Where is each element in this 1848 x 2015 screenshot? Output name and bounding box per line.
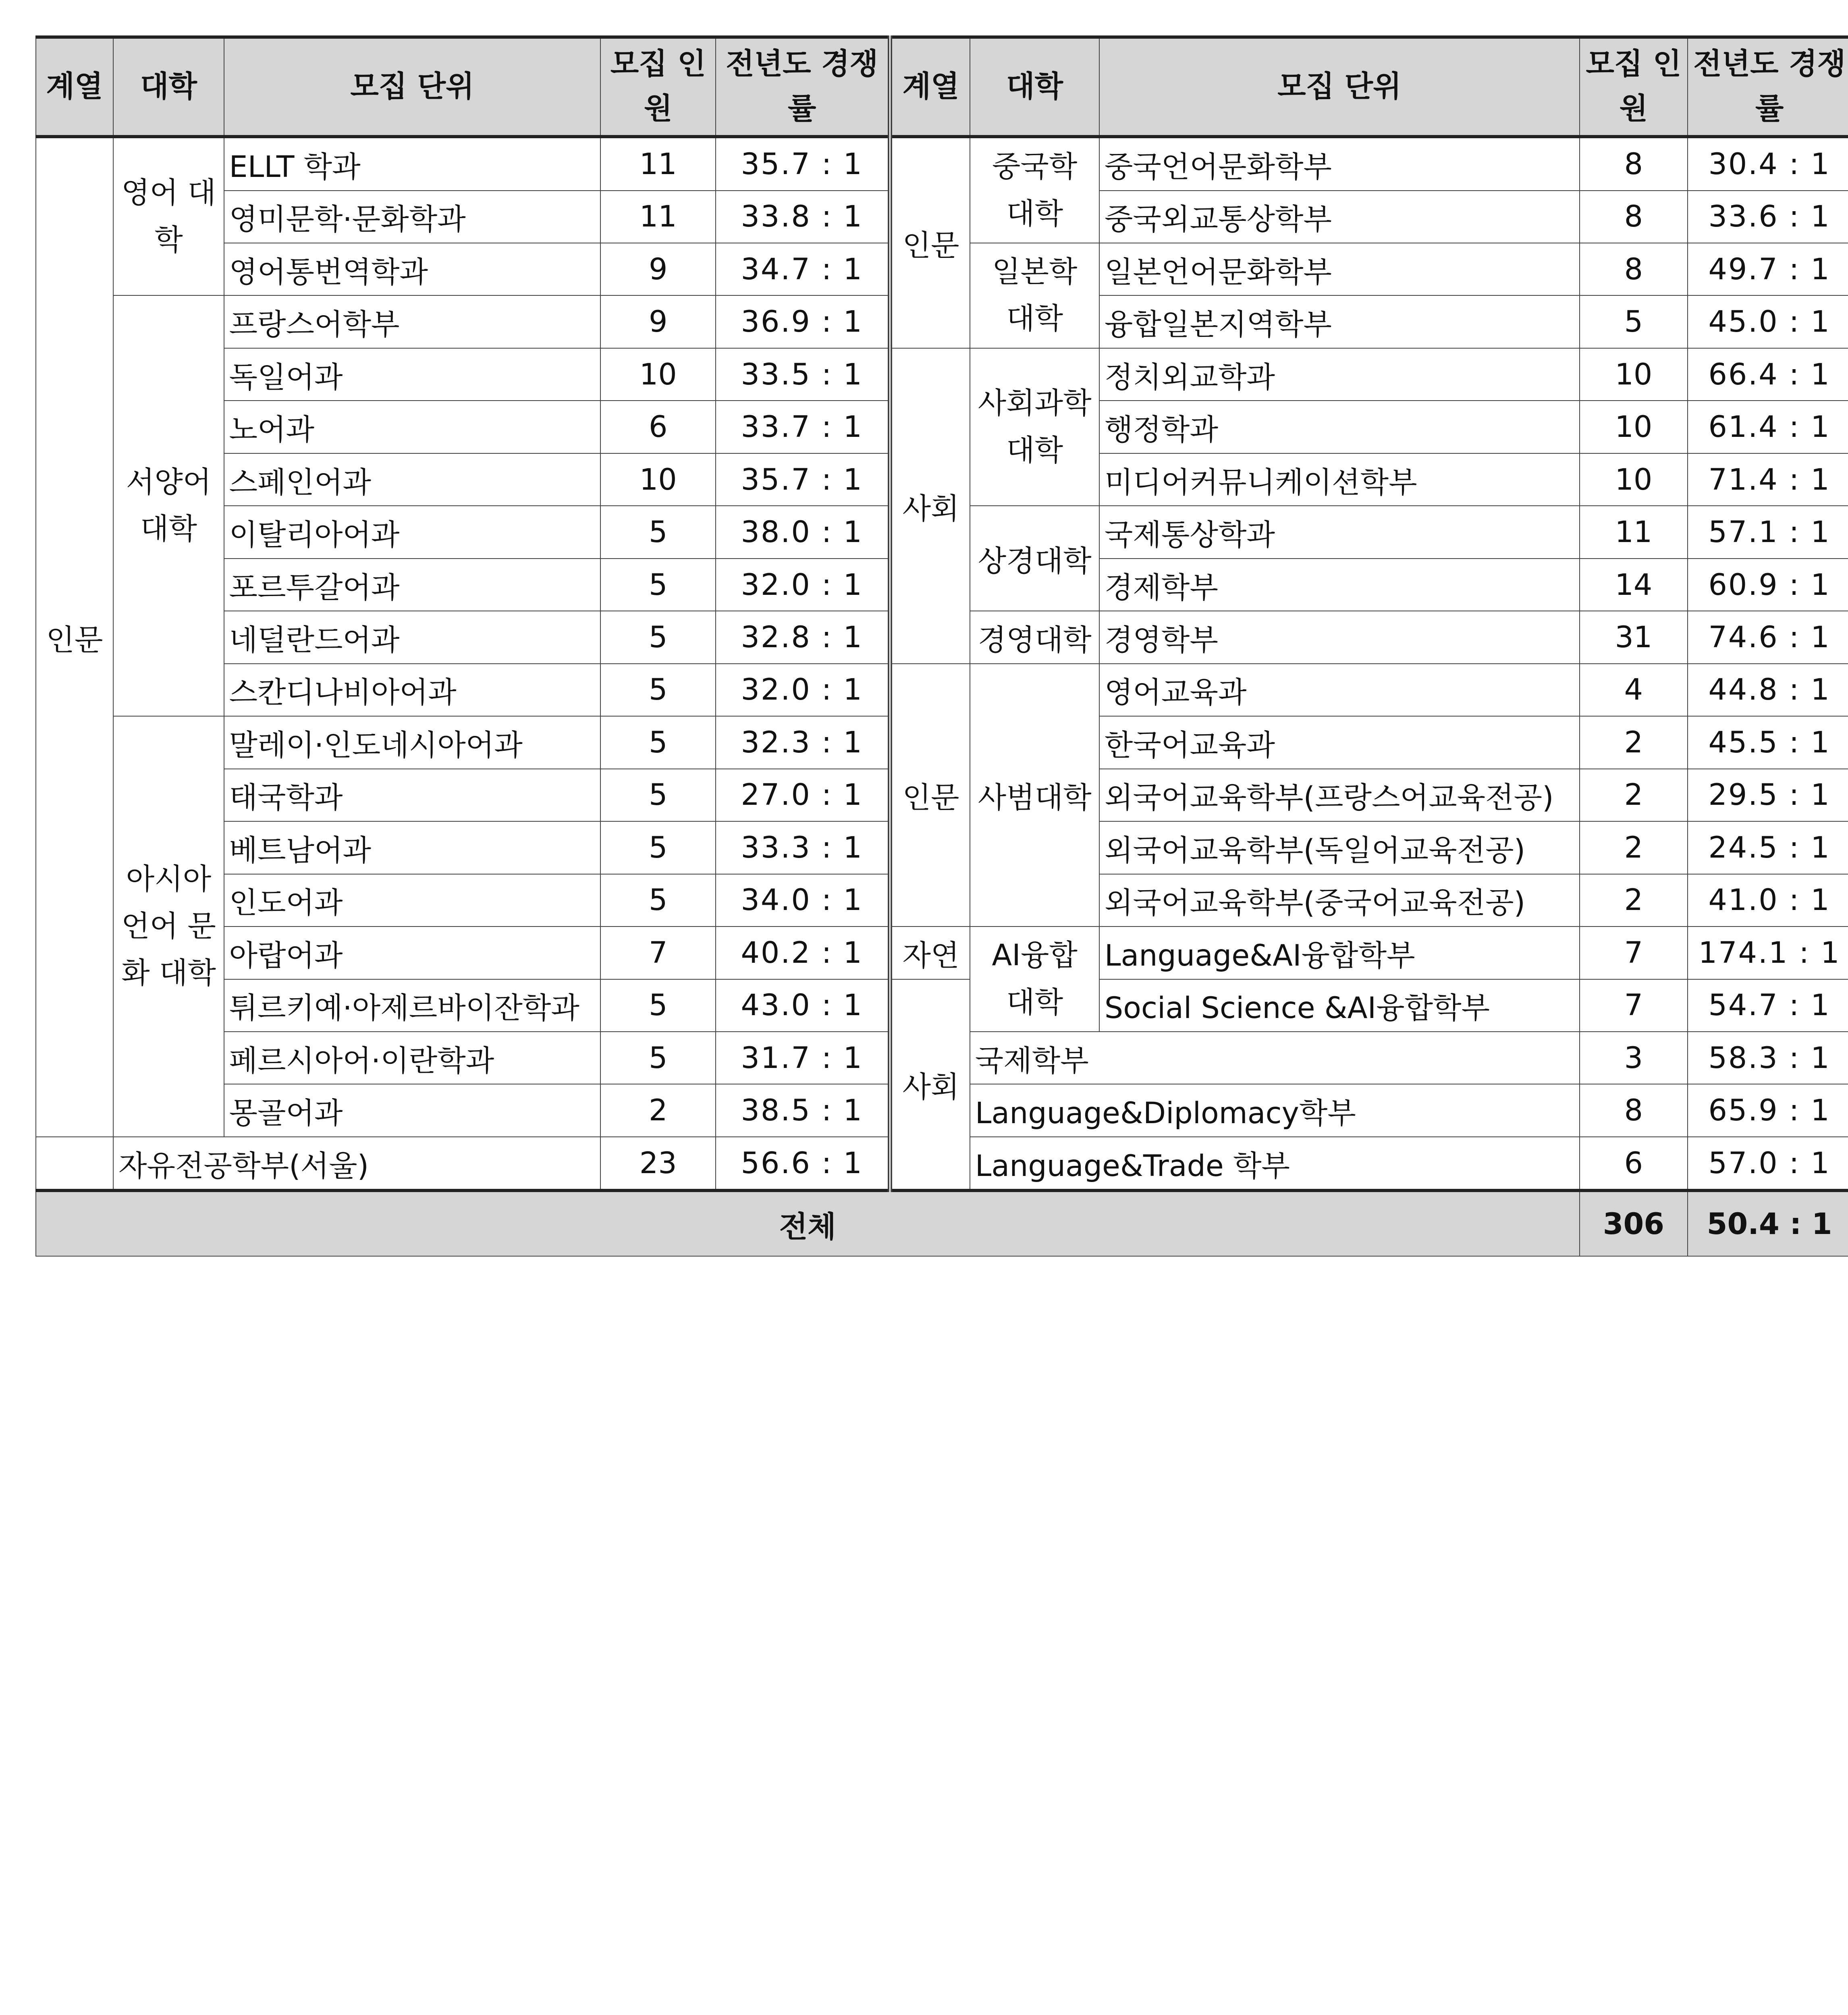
table-row xyxy=(36,664,1848,716)
college-cell: AI융합 대학 xyxy=(970,926,1099,1032)
ratio-cell: 31.7 : 1 xyxy=(716,1032,890,1084)
unit-cell: 몽골어과 xyxy=(224,1084,600,1136)
quota-cell: 8 xyxy=(1580,243,1688,295)
unit-cell: 독일어과 xyxy=(224,348,600,401)
admission-quota-table xyxy=(35,35,1848,1257)
quota-cell: 2 xyxy=(1580,821,1688,874)
quota-cell: 10 xyxy=(1580,401,1688,453)
table-row xyxy=(36,979,1848,1032)
college-cell: 아시아 언어 문화 대학 xyxy=(113,716,224,1137)
ratio-cell: 65.9 : 1 xyxy=(1688,1084,1848,1136)
unit-cell: 외국어교육학부(독일어교육전공) xyxy=(1099,821,1579,874)
unit-cell: ELLT 학과 xyxy=(224,137,600,190)
quota-cell: 10 xyxy=(600,453,716,506)
admission-table-container xyxy=(35,35,1848,2015)
ratio-cell: 33.3 : 1 xyxy=(716,821,890,874)
unit-cell: 행정학과 xyxy=(1099,401,1579,453)
quota-cell: 10 xyxy=(600,348,716,401)
table-row xyxy=(36,348,1848,401)
quota-cell: 9 xyxy=(600,295,716,348)
ratio-cell: 36.9 : 1 xyxy=(716,295,890,348)
quota-cell: 4 xyxy=(1580,664,1688,716)
quota-cell: 11 xyxy=(1580,506,1688,558)
category-cell: 인문 xyxy=(890,664,970,926)
unit-cell: 스페인어과 xyxy=(224,453,600,506)
table-row xyxy=(36,926,1848,979)
ratio-cell: 33.8 : 1 xyxy=(716,191,890,243)
header-ratio-right: 전년도 경쟁률 xyxy=(1688,37,1848,137)
ratio-cell: 34.7 : 1 xyxy=(716,243,890,295)
quota-cell: 5 xyxy=(600,716,716,769)
unit-cell: 국제통상학과 xyxy=(1099,506,1579,558)
category-cell: 자연 xyxy=(890,926,970,979)
unit-cell: 중국언어문화학부 xyxy=(1099,137,1579,190)
quota-cell: 5 xyxy=(600,979,716,1032)
unit-cell: 융합일본지역학부 xyxy=(1099,295,1579,348)
category-cell-continued xyxy=(36,1137,114,1190)
unit-cell: 국제학부 xyxy=(970,1032,1580,1084)
ratio-cell: 71.4 : 1 xyxy=(1688,453,1848,506)
unit-cell: 노어과 xyxy=(224,401,600,453)
quota-cell: 6 xyxy=(1580,1137,1688,1190)
header-quota-left: 모집 인원 xyxy=(600,37,716,137)
ratio-cell: 74.6 : 1 xyxy=(1688,611,1848,663)
unit-cell: 일본언어문화학부 xyxy=(1099,243,1579,295)
header-college-left: 대학 xyxy=(113,37,224,137)
quota-cell: 5 xyxy=(600,506,716,558)
header-college-right: 대학 xyxy=(970,37,1099,137)
college-cell: 중국학 대학 xyxy=(970,137,1099,243)
ratio-cell: 35.7 : 1 xyxy=(716,453,890,506)
unit-cell: 이탈리아어과 xyxy=(224,506,600,558)
unit-cell: 스칸디나비아어과 xyxy=(224,664,600,716)
quota-cell: 2 xyxy=(1580,874,1688,926)
unit-cell: 베트남어과 xyxy=(224,821,600,874)
ratio-cell: 27.0 : 1 xyxy=(716,769,890,821)
quota-cell: 8 xyxy=(1580,137,1688,190)
quota-cell: 5 xyxy=(1580,295,1688,348)
ratio-cell: 61.4 : 1 xyxy=(1688,401,1848,453)
category-cell: 인문 xyxy=(36,137,114,1137)
ratio-cell: 57.1 : 1 xyxy=(1688,506,1848,558)
header-quota-right: 모집 인원 xyxy=(1580,37,1688,137)
quota-cell: 5 xyxy=(600,1032,716,1084)
unit-cell: 태국학과 xyxy=(224,769,600,821)
total-quota: 306 xyxy=(1580,1190,1688,1256)
unit-cell: 정치외교학과 xyxy=(1099,348,1579,401)
category-cell: 사회 xyxy=(890,979,970,1191)
quota-cell: 9 xyxy=(600,243,716,295)
unit-cell: 외국어교육학부(중국어교육전공) xyxy=(1099,874,1579,926)
quota-cell: 23 xyxy=(600,1137,716,1190)
quota-cell: 14 xyxy=(1580,559,1688,611)
college-cell: 영어 대학 xyxy=(113,137,224,295)
ratio-cell: 30.4 : 1 xyxy=(1688,137,1848,190)
college-cell: 사회과학 대학 xyxy=(970,348,1099,506)
ratio-cell: 24.5 : 1 xyxy=(1688,821,1848,874)
college-cell: 경영대학 xyxy=(970,611,1099,663)
quota-cell: 10 xyxy=(1580,453,1688,506)
quota-cell: 31 xyxy=(1580,611,1688,663)
quota-cell: 3 xyxy=(1580,1032,1688,1084)
quota-cell: 7 xyxy=(1580,926,1688,979)
category-cell: 인문 xyxy=(890,137,970,348)
unit-cell: 프랑스어학부 xyxy=(224,295,600,348)
unit-cell: 아랍어과 xyxy=(224,926,600,979)
ratio-cell: 56.6 : 1 xyxy=(716,1137,890,1190)
ratio-cell: 33.7 : 1 xyxy=(716,401,890,453)
unit-cell: 페르시아어·이란학과 xyxy=(224,1032,600,1084)
total-row xyxy=(36,1190,1848,1256)
header-category-left: 계열 xyxy=(36,37,114,137)
quota-cell: 6 xyxy=(600,401,716,453)
total-ratio: 50.4 : 1 xyxy=(1688,1190,1848,1256)
ratio-cell: 35.7 : 1 xyxy=(716,137,890,190)
ratio-cell: 32.0 : 1 xyxy=(716,559,890,611)
unit-cell: Language&Trade 학부 xyxy=(970,1137,1580,1190)
total-label: 전체 xyxy=(36,1190,1580,1256)
unit-cell: 영미문학·문화학과 xyxy=(224,191,600,243)
unit-cell: Social Science &AI융합학부 xyxy=(1099,979,1579,1032)
quota-cell: 5 xyxy=(600,874,716,926)
ratio-cell: 40.2 : 1 xyxy=(716,926,890,979)
table-row xyxy=(36,137,1848,190)
quota-cell: 11 xyxy=(600,137,716,190)
college-cell: 서양어 대학 xyxy=(113,295,224,716)
ratio-cell: 54.7 : 1 xyxy=(1688,979,1848,1032)
ratio-cell: 43.0 : 1 xyxy=(716,979,890,1032)
quota-cell: 2 xyxy=(1580,769,1688,821)
ratio-cell: 45.0 : 1 xyxy=(1688,295,1848,348)
header-unit-right: 모집 단위 xyxy=(1099,37,1579,137)
ratio-cell: 38.0 : 1 xyxy=(716,506,890,558)
ratio-cell: 38.5 : 1 xyxy=(716,1084,890,1136)
quota-cell: 7 xyxy=(1580,979,1688,1032)
unit-cell: 영어교육과 xyxy=(1099,664,1579,716)
unit-cell: 자유전공학부(서울) xyxy=(113,1137,600,1190)
ratio-cell: 29.5 : 1 xyxy=(1688,769,1848,821)
quota-cell: 8 xyxy=(1580,191,1688,243)
ratio-cell: 66.4 : 1 xyxy=(1688,348,1848,401)
quota-cell: 5 xyxy=(600,559,716,611)
unit-cell: 튀르키예·아제르바이잔학과 xyxy=(224,979,600,1032)
header-category-right: 계열 xyxy=(890,37,970,137)
college-cell: 사범대학 xyxy=(970,664,1099,926)
unit-cell: 말레이·인도네시아어과 xyxy=(224,716,600,769)
ratio-cell: 32.3 : 1 xyxy=(716,716,890,769)
unit-cell: 영어통번역학과 xyxy=(224,243,600,295)
quota-cell: 5 xyxy=(600,664,716,716)
ratio-cell: 57.0 : 1 xyxy=(1688,1137,1848,1190)
unit-cell: 한국어교육과 xyxy=(1099,716,1579,769)
ratio-cell: 60.9 : 1 xyxy=(1688,559,1848,611)
unit-cell: 미디어커뮤니케이션학부 xyxy=(1099,453,1579,506)
header-ratio-left: 전년도 경쟁률 xyxy=(716,37,890,137)
unit-cell: 중국외교통상학부 xyxy=(1099,191,1579,243)
unit-cell: 포르투갈어과 xyxy=(224,559,600,611)
college-cell: 일본학 대학 xyxy=(970,243,1099,348)
ratio-cell: 45.5 : 1 xyxy=(1688,716,1848,769)
quota-cell: 8 xyxy=(1580,1084,1688,1136)
quota-cell: 5 xyxy=(600,769,716,821)
quota-cell: 11 xyxy=(600,191,716,243)
unit-cell: 인도어과 xyxy=(224,874,600,926)
unit-cell: 외국어교육학부(프랑스어교육전공) xyxy=(1099,769,1579,821)
header-row xyxy=(36,37,1848,137)
ratio-cell: 49.7 : 1 xyxy=(1688,243,1848,295)
quota-cell: 10 xyxy=(1580,348,1688,401)
ratio-cell: 32.0 : 1 xyxy=(716,664,890,716)
ratio-cell: 34.0 : 1 xyxy=(716,874,890,926)
quota-cell: 2 xyxy=(1580,716,1688,769)
ratio-cell: 44.8 : 1 xyxy=(1688,664,1848,716)
quota-cell: 2 xyxy=(600,1084,716,1136)
header-unit-left: 모집 단위 xyxy=(224,37,600,137)
quota-cell: 7 xyxy=(600,926,716,979)
unit-cell: 경제학부 xyxy=(1099,559,1579,611)
quota-cell: 5 xyxy=(600,821,716,874)
quota-cell: 5 xyxy=(600,611,716,663)
category-cell: 사회 xyxy=(890,348,970,664)
ratio-cell: 33.5 : 1 xyxy=(716,348,890,401)
unit-cell: 네덜란드어과 xyxy=(224,611,600,663)
ratio-cell: 33.6 : 1 xyxy=(1688,191,1848,243)
college-cell: 상경대학 xyxy=(970,506,1099,611)
unit-cell: Language&Diplomacy학부 xyxy=(970,1084,1580,1136)
ratio-cell: 58.3 : 1 xyxy=(1688,1032,1848,1084)
unit-cell: Language&AI융합학부 xyxy=(1099,926,1579,979)
unit-cell: 경영학부 xyxy=(1099,611,1579,663)
ratio-cell: 41.0 : 1 xyxy=(1688,874,1848,926)
ratio-cell: 174.1 : 1 xyxy=(1688,926,1848,979)
ratio-cell: 32.8 : 1 xyxy=(716,611,890,663)
